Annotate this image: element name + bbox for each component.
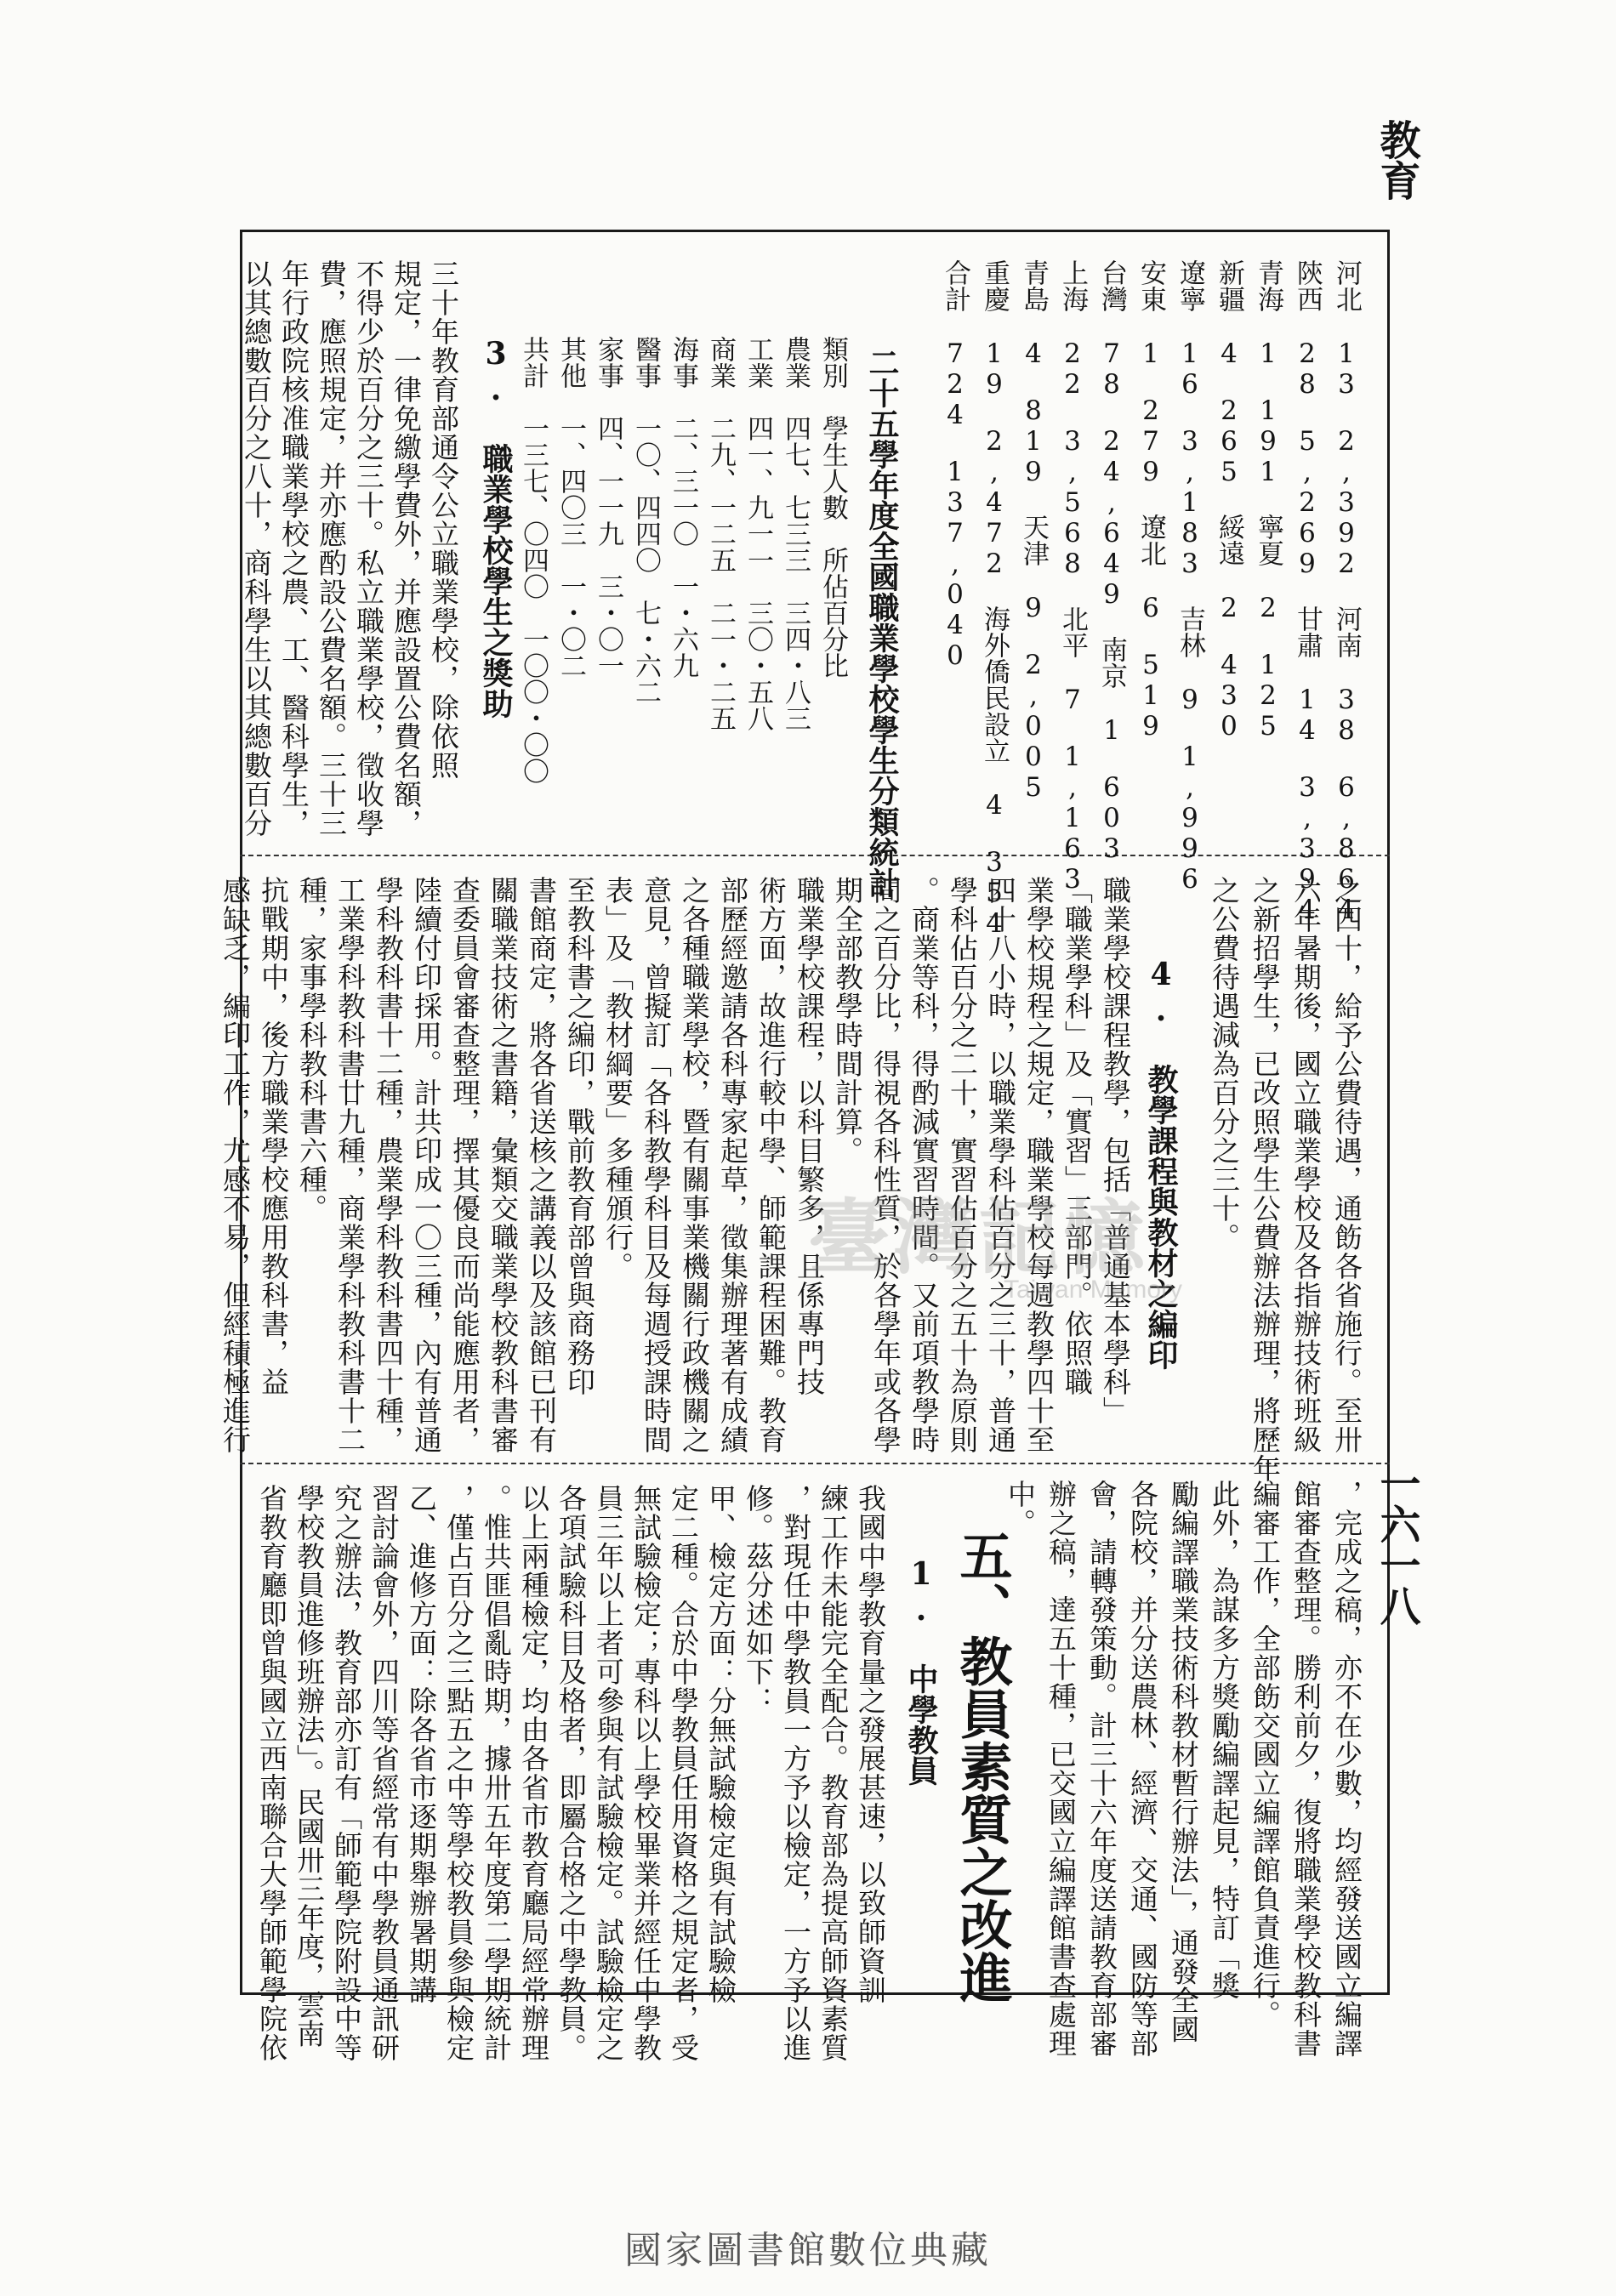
text-column: 編審工作，全部飭交國立編譯館負責進行。 — [1249, 1480, 1282, 2029]
text-column: 以上兩種檢定，均由各省市教育廳局經常辦理 — [517, 1484, 550, 2062]
province-row: 新疆 4 265 綏遠 2 430 — [1214, 259, 1244, 742]
text-column: 關職業技術之書籍，彙類交職業學校教科書審 — [487, 876, 520, 1454]
text-column: 之新招學生，已改照學生公費辦法辦理，將歷年 — [1249, 876, 1282, 1483]
text-column: 六年暑期後，國立職業學校及各指辦技術班級 — [1289, 876, 1323, 1454]
text-column: 以其總數百分之八十，商科學生以其總數百分 — [240, 259, 273, 838]
stats-row: 工業 四一、九一一 三〇・五八 — [743, 336, 773, 731]
text-column: 術方面，故進行較中學、師範課程困難。教育 — [754, 876, 788, 1454]
text-column: 不得少於百分之三十。私立職業學校，徵收學 — [352, 259, 385, 838]
text-column: 辦之稿，達五十種，已交國立編譯館書查處理 — [1044, 1480, 1078, 2058]
text-column: 勵編譯職業技術科教材暫行辦法」，通發全國 — [1167, 1480, 1200, 2044]
text-column: 乙、進修方面：除各省市逐期舉辦暑期講 — [405, 1484, 438, 2004]
running-header-chapter: 教育 — [1373, 119, 1420, 201]
text-column: 定二種。合於中學教員任用資格之規定者，受 — [667, 1484, 700, 2062]
text-column: 業學校規程之規定，職業學校每週教學四十至 — [1022, 876, 1056, 1454]
stats-row: 商業 二九、一二五 二一・二五 — [705, 336, 736, 731]
section-divider-top — [240, 855, 1390, 856]
text-column: 甲、檢定方面：分無試驗檢定與有試驗檢 — [704, 1484, 737, 2004]
section-5-title: 五、教員素質之改進 — [951, 1529, 1013, 2003]
text-column: 至教科書之編印，戰前教育部曾與商務印 — [563, 876, 596, 1396]
province-row: 河北 13 2,392 河南 38 6,864 — [1331, 259, 1362, 925]
province-row: 青島 4 819 天津 9 2,005 — [1018, 259, 1049, 803]
text-column: 四十八小時，以職業學科佔百分之三十，普通 — [984, 876, 1017, 1454]
text-column: 省教育廳即曾與國立西南聯合大學師範學院依 — [255, 1484, 288, 2062]
text-column: 修。茲分述如下： — [742, 1484, 775, 1715]
stats-row: 農業 四七、七三三 三四・八三 — [780, 336, 811, 731]
text-column: ，僅占百分之三點五之中等學校教員參與檢定 — [442, 1484, 475, 2062]
text-column: 陸續付印採用。計共印成一〇三種，內有普通 — [410, 876, 443, 1454]
watermark-subtext: Taiwan Memory — [1004, 1276, 1183, 1304]
province-row: 遼寧 16 3,183 吉林 9 1,996 — [1175, 259, 1205, 895]
province-row: 青海 1 191 寧夏 2 125 — [1253, 259, 1283, 742]
text-column: 感缺乏，編印工作，尤感不易，但經積極進行 — [219, 876, 252, 1454]
section-divider-bottom — [240, 1463, 1390, 1464]
text-column: 期全部教學時間計算。 — [831, 876, 864, 1165]
text-column: 三十年教育部通令公立職業學校，除依照 — [427, 259, 460, 780]
text-column: 費，應照規定，并亦應酌設公費名額。三十三 — [315, 259, 348, 838]
stats-row: 家事 四、一一九 三・〇一 — [593, 336, 623, 679]
text-column: 學科教科書十二種，農業學科教科書四十種， — [372, 876, 405, 1454]
stats-row: 醫事 一〇、四四〇 七・六二 — [630, 336, 661, 705]
text-column: 習討論會外，四川等省經常有中學教員通訊研 — [367, 1484, 401, 2062]
stats-row: 其他 一、四〇三 一・〇二 — [555, 336, 586, 679]
text-column: 職業學校課程教學，包括「普通基本學科」 — [1099, 876, 1132, 1425]
stats-row: 海事 二、三一〇 一・六九 — [668, 336, 698, 679]
text-column: 各項試驗科目及格者，即屬合格之中學教員。 — [555, 1484, 588, 2062]
stats-row: 類別 學生人數 所佔百分比 — [817, 336, 848, 679]
text-column: 工業學科教科書廿九種，商業學科教科書十二 — [333, 876, 367, 1454]
text-column: 抗戰期中，後方職業學校應用教科書，益 — [257, 876, 290, 1396]
text-column: 之四十，給予公費待遇，通飭各省施行。至卅 — [1330, 876, 1363, 1454]
text-column: 學科佔百分之二十，實習佔百分之五十為原則 — [946, 876, 979, 1454]
page-number: 一六一八 — [1373, 1463, 1420, 1626]
text-column: 。商業等科，得酌減實習時間。又前項教學時 — [908, 876, 941, 1454]
section-5-1-title: 1. 中學教員 — [903, 1556, 939, 1786]
text-column: 「職業學科」及「實習」三部門。依照職 — [1061, 876, 1094, 1396]
text-column: 書館商定，將各省送核之講義以及該館已刊有 — [525, 876, 558, 1454]
text-column: 館審查整理。勝利前夕，復將職業學校教科書 — [1289, 1480, 1323, 2058]
text-column: 會，請轉發策動。計三十六年度送請教育部審 — [1085, 1480, 1118, 2058]
watermark-logo: 臺灣記憶 — [808, 1190, 1148, 1286]
province-row: 重慶 19 2,472 海外僑民設立 4 354 — [979, 259, 1010, 939]
footer-archive-credit: 國家圖書館數位典藏 — [624, 2229, 992, 2272]
text-column: 意見，曾擬訂「各科教學科目及每週授課時間 — [640, 876, 673, 1454]
province-row: 陝西 28 5,269 甘肅 14 3,394 — [1292, 259, 1323, 925]
text-column: 間之百分比，得視各科性質，於各學年或各學 — [869, 876, 902, 1454]
text-column: 中。 — [1004, 1480, 1037, 1537]
text-column: 學校教員進修班辦法」。民國卅三年度，雲南 — [293, 1484, 326, 2049]
text-column: 查委員會審查整理，擇其優良而尚能應用者， — [448, 876, 481, 1454]
stats-table-title: 二十五學年度全國職業學校學生分類統計 — [864, 347, 900, 898]
text-column: 表」及「教材綱要」多種頒行。 — [601, 876, 634, 1281]
text-column: 究之辦法，教育部亦訂有「師範學院附設中等 — [330, 1484, 363, 2062]
text-column: 我國中學教育量之發展甚速，以致師資訓 — [854, 1484, 887, 2004]
text-column: 種，家事學科教科書六種。 — [295, 876, 328, 1223]
text-column: ，完成之稿，亦不在少數，均經發送國立編譯 — [1330, 1480, 1363, 2058]
text-column: 職業學校課程，以科目繁多，且係專門技 — [793, 876, 826, 1396]
text-column: 無試驗檢定；專科以上學校畢業并經任中學教 — [629, 1484, 663, 2062]
text-column: 之各種職業學校，暨有關事業機關行政機關之 — [678, 876, 711, 1454]
text-column: 員三年以上者可參與有試驗檢定。試驗檢定之 — [592, 1484, 625, 2062]
section-4-title: 4. 教學課程與教材之編印 — [1143, 957, 1179, 1370]
text-column: ，對現任中學教員一方予以檢定，一方予以進 — [779, 1484, 812, 2062]
text-column: 練工作未能完全配合。教育部為提高師資素質 — [817, 1484, 850, 2062]
province-row: 台灣 78 24,649 南京 1 603 — [1096, 259, 1127, 864]
text-column: 規定，一律免繳學費外，并應設置公費名額， — [390, 259, 423, 838]
text-column: 年行政院核准職業學校之農、工、醫科學生， — [277, 259, 310, 838]
text-column: 此外，為謀多方獎勵編譯起見，特訂「獎 — [1208, 1480, 1241, 2000]
stats-row: 共計 一三七、〇四〇 一〇〇・〇〇 — [518, 336, 549, 784]
province-row: 合計 724 137,040 — [940, 259, 970, 671]
province-row: 安東 1 279 遼北 6 519 — [1135, 259, 1166, 742]
text-column: 。惟共匪倡亂時期，據卅五年度第二學期統計 — [480, 1484, 513, 2062]
province-row: 上海 22 3,568 北平 7 1,163 — [1057, 259, 1088, 895]
section-3-title: 3. 職業學校學生之獎助 — [478, 336, 514, 719]
text-column: 各院校，并分送農林、經濟、交通、國防等部 — [1126, 1480, 1159, 2058]
text-column: 之公費待遇減為百分之三十。 — [1208, 876, 1241, 1252]
text-column: 部歷經邀請各科專家起草，徵集辦理著有成績 — [716, 876, 749, 1454]
